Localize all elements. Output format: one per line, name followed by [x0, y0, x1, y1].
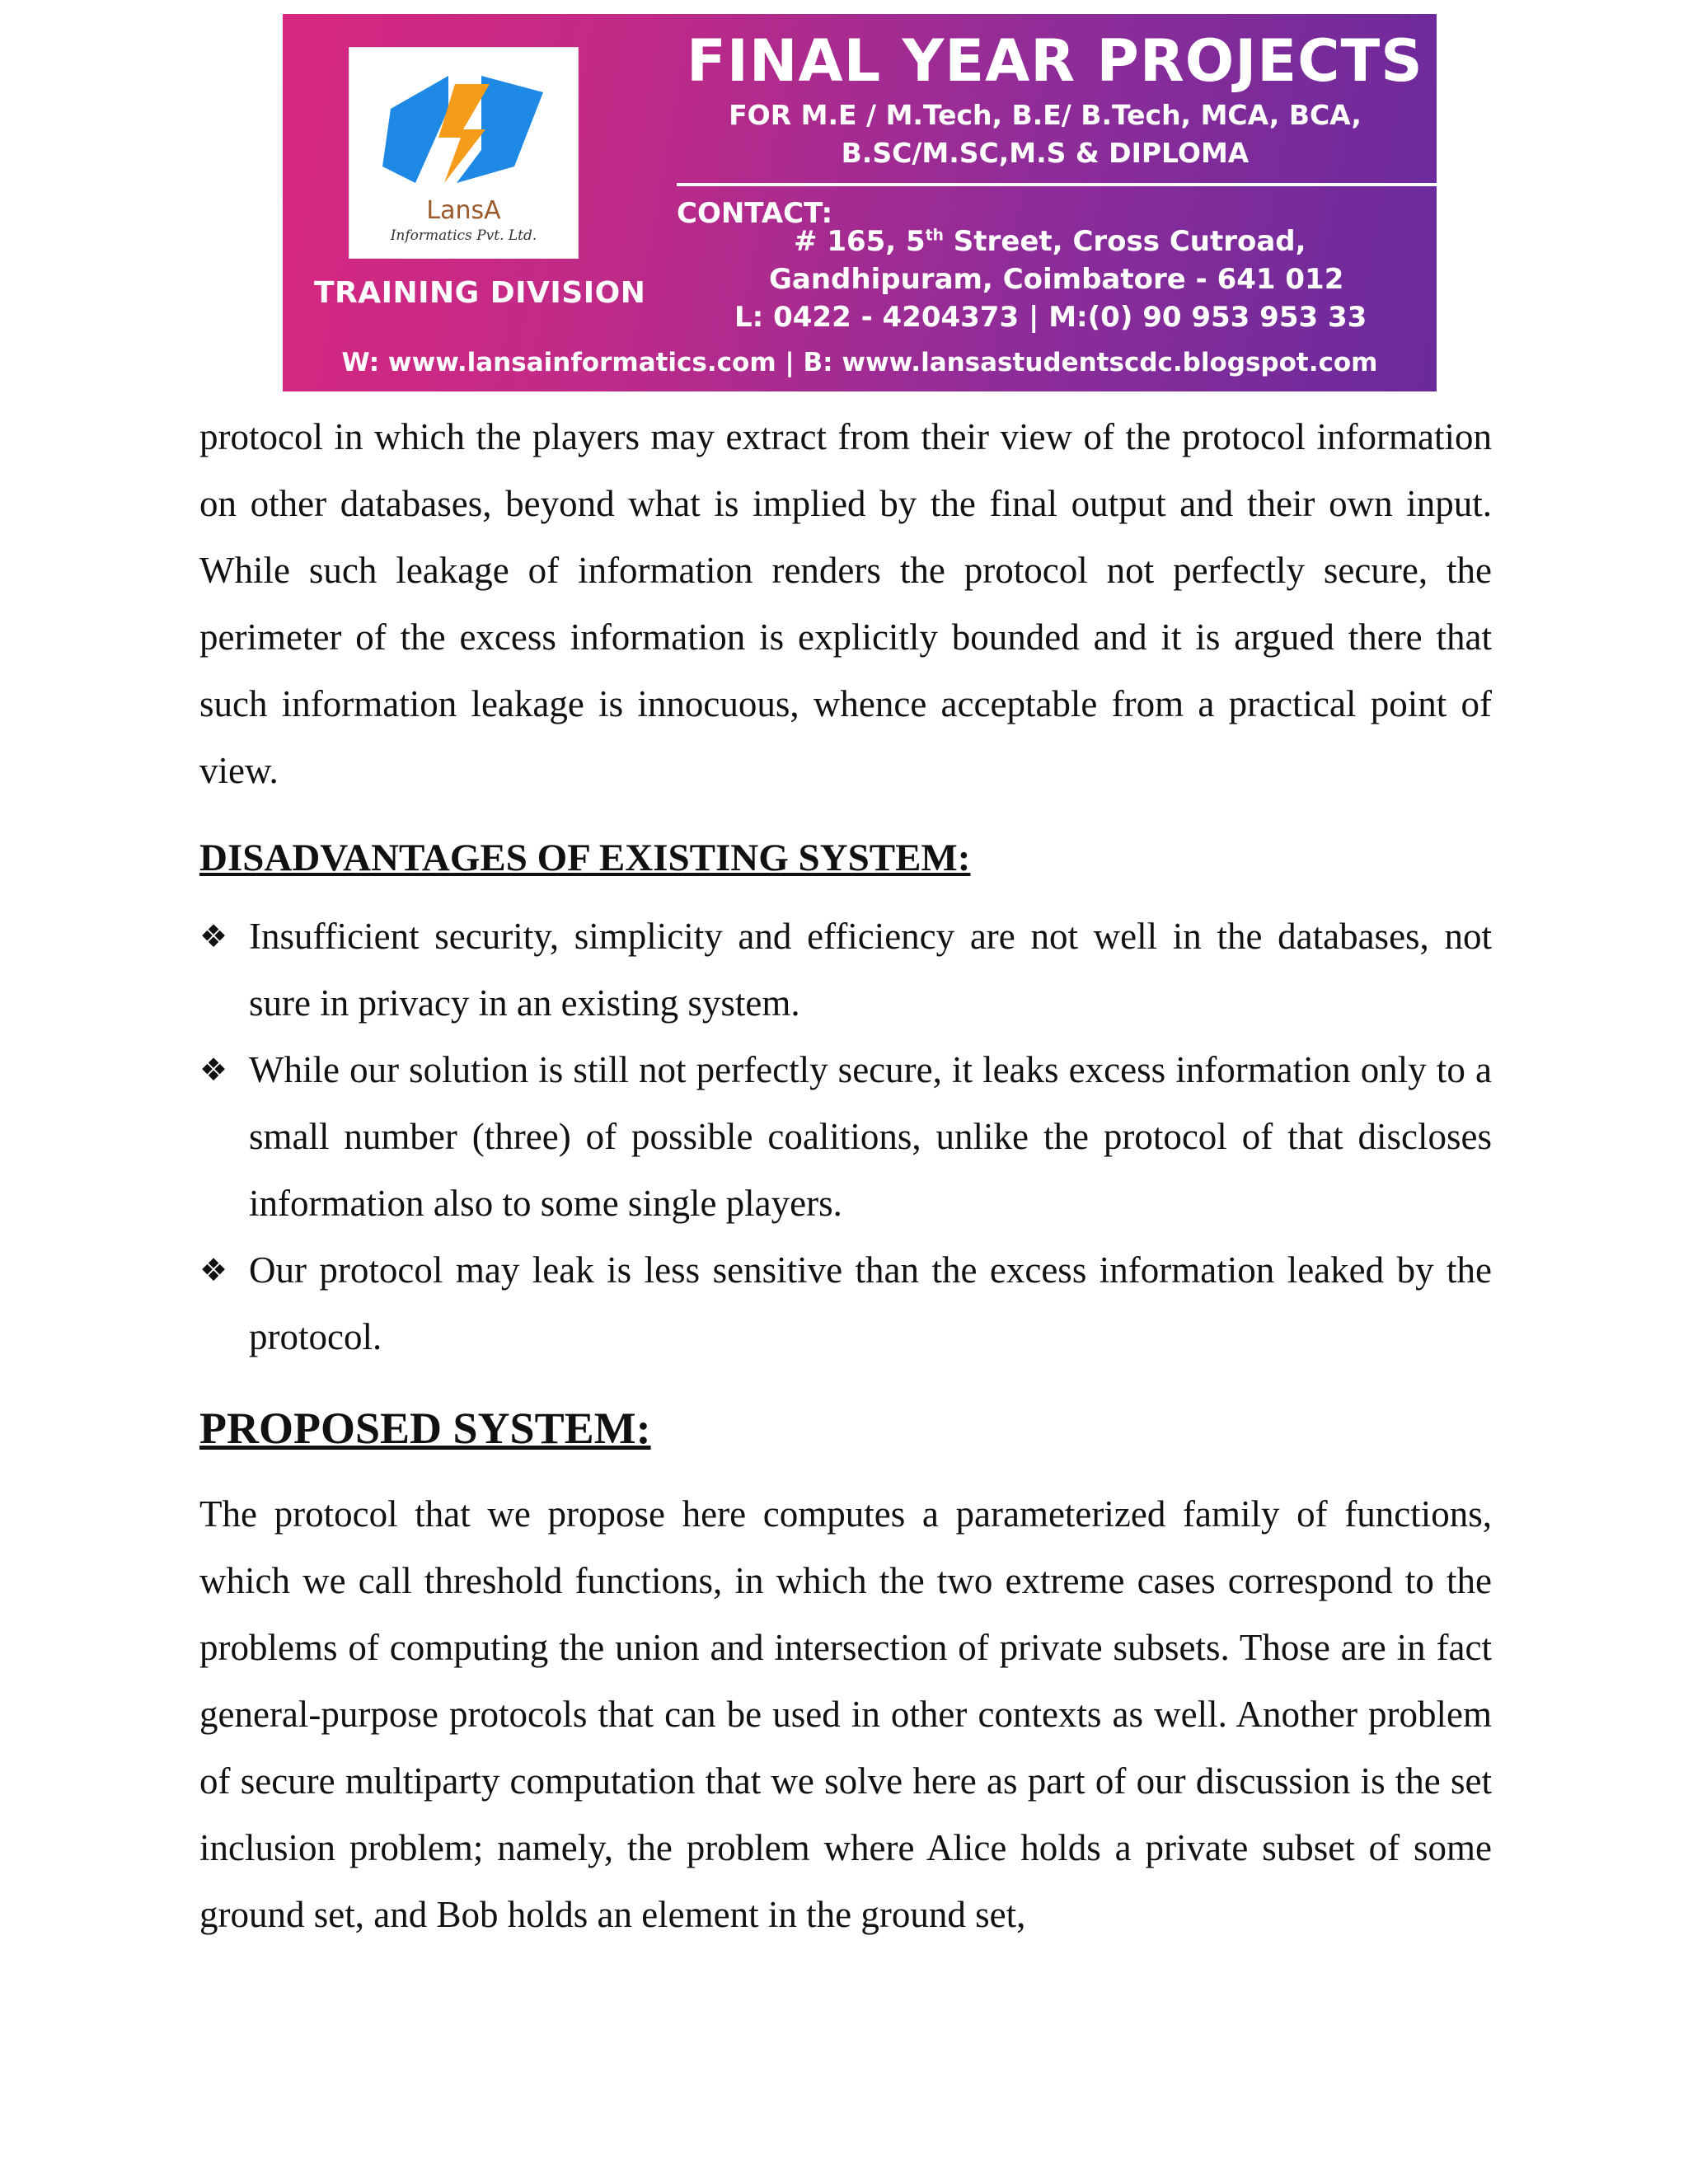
web-links: W: www.lansainformatics.com | B: www.lansastudentscdc.blogspot.com	[341, 348, 1378, 377]
banner-title: FINAL YEAR PROJECTS	[687, 27, 1423, 95]
disadvantages-heading: DISADVANTAGES OF EXISTING SYSTEM:	[199, 837, 971, 879]
four-diamond-bullet-icon: ❖	[199, 1052, 228, 1088]
four-diamond-bullet-icon: ❖	[199, 918, 228, 954]
proposed-heading: PROPOSED SYSTEM:	[199, 1404, 651, 1453]
phone-numbers: L: 0422 - 4204373 | M:(0) 90 953 953 33	[734, 301, 1367, 334]
disadvantages-list	[199, 903, 1492, 1371]
banner-courses	[687, 96, 1404, 172]
logo-name: LansA	[426, 196, 501, 225]
list-item-text: While our solution is still not perfectly secure, it leaks excess information only to a small number (three) of possible coalitions, unlike the protocol of that discloses information also to some single players.	[249, 1049, 1492, 1224]
list-item	[199, 903, 1492, 1037]
address-line-2: Gandhipuram, Coimbatore - 641 012	[769, 263, 1344, 296]
address-sup: th	[925, 227, 944, 245]
lansa-logo-icon	[366, 59, 562, 199]
header-banner	[283, 14, 1437, 391]
training-division-label: TRAINING DIVISION	[314, 276, 646, 310]
company-logo	[349, 47, 579, 259]
banner-divider	[677, 183, 1437, 186]
intro-paragraph: protocol in which the players may extract from their view of the protocol information on other databases, beyond what is implied by the final output and their own input. While such leakage of information renders the protocol not perfectly secure, the perimeter of the excess information is explicitly bounded and it is argued there that such information leakage is innocuous, whence acceptable from a practical point of view.	[199, 416, 1492, 791]
document-body	[199, 404, 1492, 1948]
four-diamond-bullet-icon: ❖	[199, 1252, 228, 1288]
list-item-text: Our protocol may leak is less sensitive than the excess information leaked by the protocol.	[249, 1249, 1492, 1357]
courses-line-2: B.SC/M.SC,M.S & DIPLOMA	[841, 137, 1250, 169]
list-item-text: Insufficient security, simplicity and efficiency are not well in the databases, not sure in privacy in an existing system.	[249, 916, 1492, 1024]
contact-label: CONTACT:	[677, 197, 833, 230]
address-line-1	[794, 225, 1306, 258]
courses-line-1: FOR M.E / M.Tech, B.E/ B.Tech, MCA, BCA,	[729, 99, 1362, 131]
logo-subtitle: Informatics Pvt. Ltd.	[390, 227, 537, 244]
address-post: Street, Cross Cutroad,	[943, 225, 1306, 258]
proposed-paragraph: The protocol that we propose here computes a parameterized family of functions, which we call threshold functions, in which the two extreme cases correspond to the problems of computing the union and intersection of private subsets. Those are in fact general-purpose protocols that can be used in other contexts as well. Another problem of secure multiparty computation that we solve here as part of our discussion is the set inclusion problem; namely, the problem where Alice holds a private subset of some ground set, and Bob holds an element in the ground set,	[199, 1493, 1492, 1935]
list-item	[199, 1037, 1492, 1237]
address-pre: # 165, 5	[794, 225, 926, 258]
list-item	[199, 1237, 1492, 1371]
